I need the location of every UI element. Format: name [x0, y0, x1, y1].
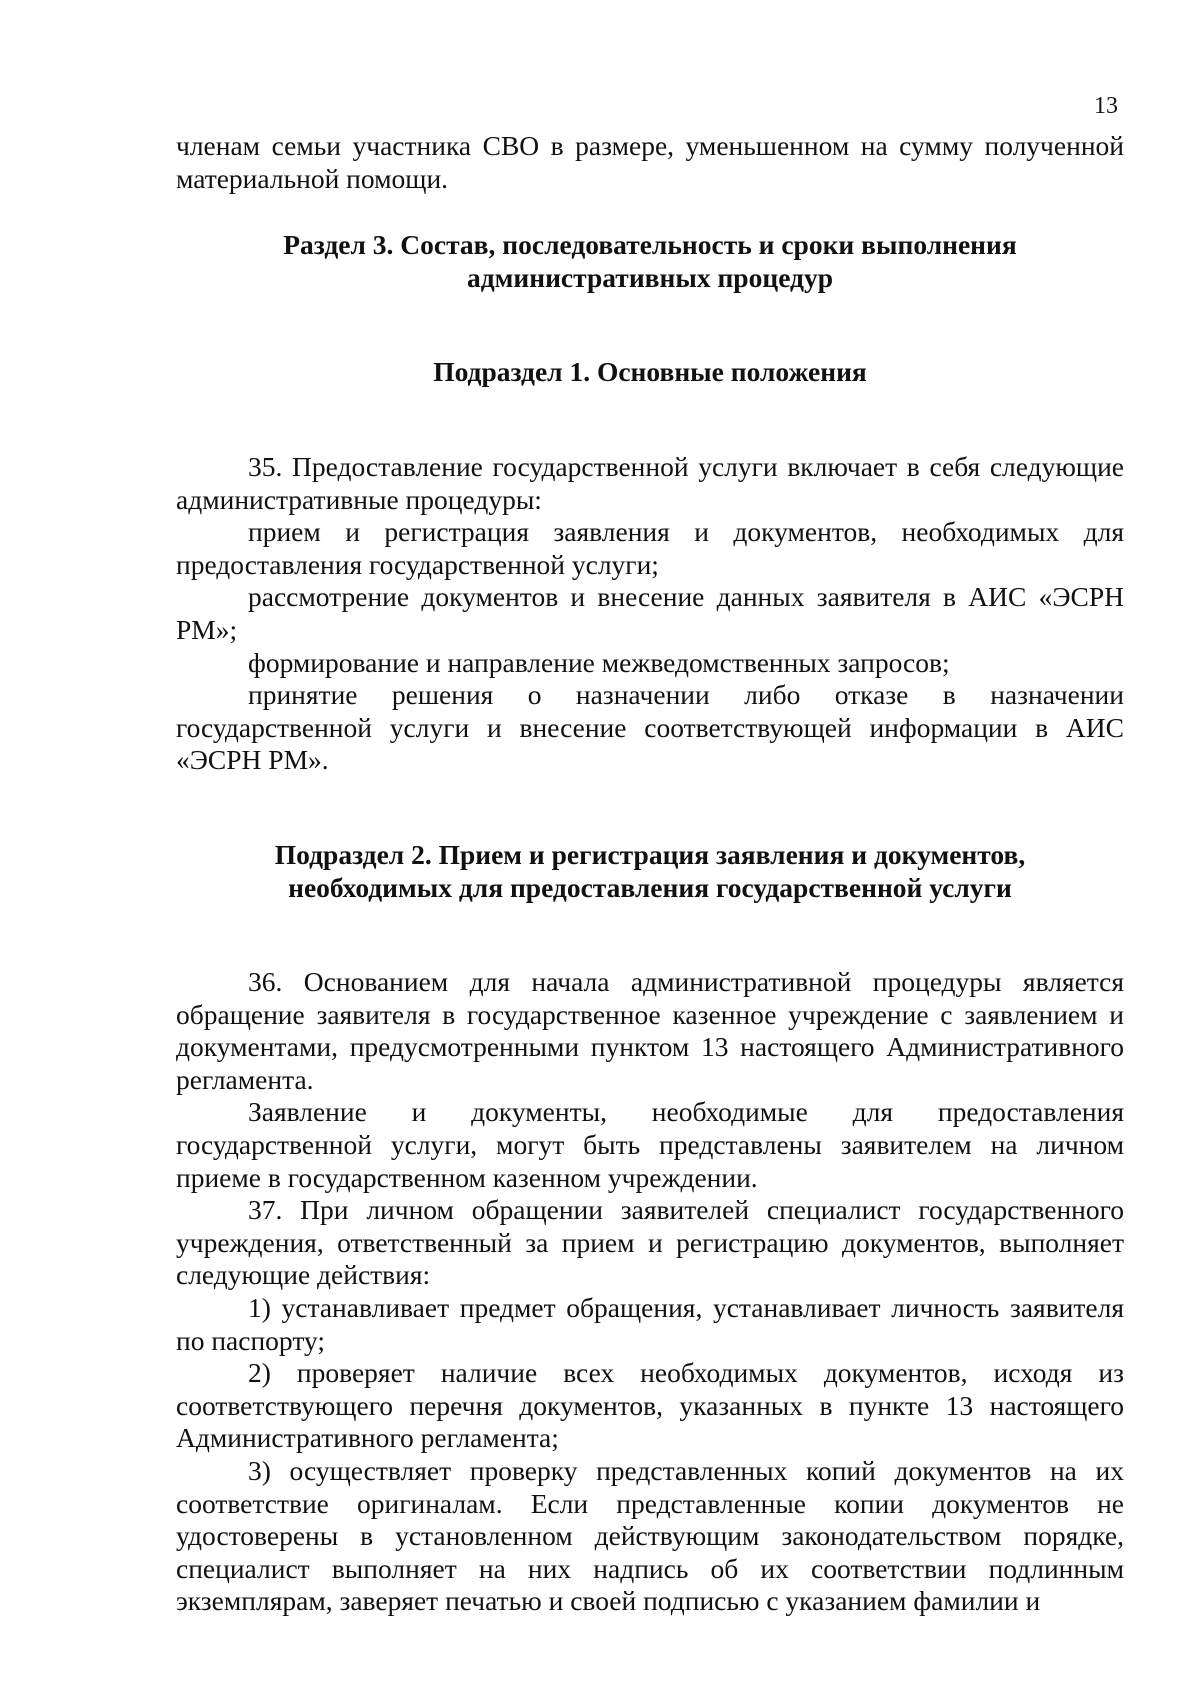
procedure-item-requests: формирование и направление межведомственных запросов; [248, 646, 950, 678]
page-number: 13 [1094, 93, 1118, 119]
action-item-3: 3) осуществляет проверку представленных копий документов на их соответствие оригиналам. Если представленные копии документов не удостоверены в установленном действующим законодательством порядке, специалист выполняет на них надпись об их соответствии подлинным экземплярам, заверяет печатью и своей подписью с указанием фамилии и [176, 1455, 1124, 1617]
paragraph-36-continued: Заявление и документы, необходимые для предоставления государственной услуги, могут быть представлены заявителем на личном приеме в государственном казенном учреждении. [176, 1096, 1124, 1193]
section-3-heading [176, 229, 1124, 294]
document-body [176, 130, 1124, 1618]
paragraph-35: 35. Предоставление государственной услуги включает в себя следующие административные процедуры: [176, 450, 1124, 515]
intro-paragraph: членам семьи участника СВО в размере, уменьшенном на сумму полученной материальной помощи. [176, 130, 1124, 194]
subsection-1-title: Подраздел 1. Основные положения [433, 356, 867, 388]
procedure-item-review: рассмотрение документов и внесение данных заявителя в АИС «ЭСРН РМ»; [176, 581, 1124, 645]
paragraph-37: 37. При личном обращении заявителей специалист государственного учреждения, ответственный за прием и регистрацию документов, выполняет следующие действия: [176, 1194, 1124, 1291]
section-3-title-line-1: Раздел 3. Состав, последовательность и сроки выполнения [283, 229, 1017, 261]
section-3-title-line-2: административных процедур [467, 261, 833, 293]
action-item-1: 1) устанавливает предмет обращения, устанавливает личность заявителя по паспорту; [176, 1292, 1124, 1356]
procedure-item-decision: принятие решения о назначении либо отказе в назначении государственной услуги и внесение соответствующей информации в АИС «ЭСРН РМ». [176, 679, 1124, 776]
subsection-2-heading [176, 839, 1124, 904]
subsection-2-body [176, 966, 1124, 1618]
subsection-2-title-line-1: Подраздел 2. Прием и регистрация заявления и документов, [274, 838, 1026, 870]
procedure-item-intake: прием и регистрация заявления и документов, необходимых для предоставления государственной услуги; [176, 516, 1124, 580]
action-item-2: 2) проверяет наличие всех необходимых документов, исходя из соответствующего перечня документов, указанных в пункте 13 настоящего Административного регламента; [176, 1357, 1124, 1454]
paragraph-36: 36. Основанием для начала административной процедуры является обращение заявителя в государственное казенное учреждение с заявлением и документами, предусмотренными пунктом 13 настоящего Административного регламента. [176, 966, 1124, 1095]
subsection-1-body [176, 451, 1124, 777]
subsection-2-title-line-2: необходимых для предоставления государственной услуги [288, 871, 1012, 903]
